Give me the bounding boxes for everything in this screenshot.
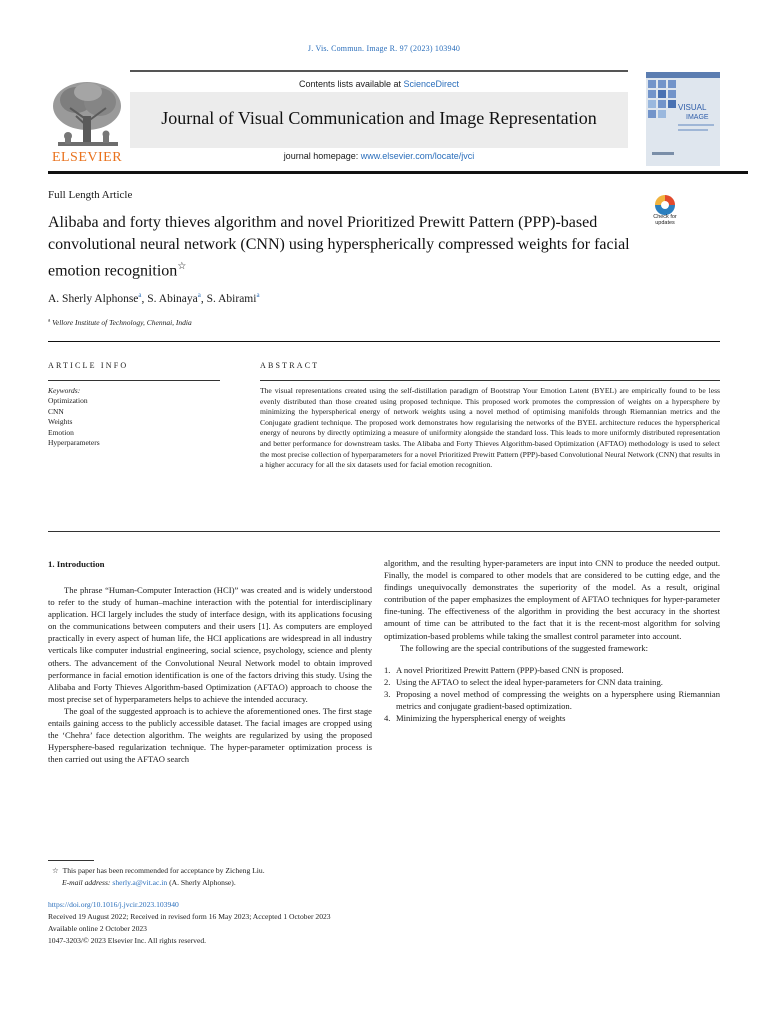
contribution-item bbox=[384, 676, 720, 688]
journal-title[interactable]: Journal of Visual Communication and Image Representation bbox=[161, 108, 597, 128]
list-text: Proposing a novel method of compressing the weights on a hypersphere using Riemannian metrics and conjugate gradient-based optimization. bbox=[396, 688, 720, 712]
keywords-label: Keywords: bbox=[48, 386, 81, 395]
journal-cover-thumbnail[interactable] bbox=[646, 72, 720, 166]
list-number: 1. bbox=[384, 664, 391, 675]
journal-homepage-link[interactable]: www.elsevier.com/locate/jvci bbox=[360, 151, 475, 161]
article-title bbox=[48, 212, 638, 282]
body-left-column bbox=[48, 584, 372, 765]
list-text: A novel Prioritized Prewitt Pattern (PPP)-based CNN is proposed. bbox=[396, 664, 624, 675]
elsevier-wordmark: ELSEVIER bbox=[51, 150, 123, 165]
svg-text:IMAGE: IMAGE bbox=[686, 114, 709, 121]
author-name[interactable]: S. Abirami bbox=[206, 292, 257, 305]
footnote-email bbox=[62, 878, 236, 889]
abstract-text: The visual representations created using the self-distillation paradigm of Bootstrap Your Emotion Latent (BYEL) are empirically found to be less evenly distributed than those created using proposed technique. This proposed work promotes the compression of weights on a hypersphere by minimizing the hyperspherical energy of network weights using a novel method of optimising manifolds through Riemannian metrics and the Conjugate gradient technique. The proposed work demonstrates how regularising the networks of the BYEL architecture reduces the hyperspherical energy of neurons by directly optimizing a measure of uniformity alongside the standard loss. This leads to more uniformly distributed representation and better performance for downstream tasks. The Alibaba and Forty Thieves Algorithm-based Optimization (AFTAO) methodology is used to select the most precise collection of hyperparameters for a novel Prioritized Prewitt Pattern (PPP)-based Convolutional Neural Network (CNN) that results in a higher accuracy for all the six datasets used for facial emotion recognition. bbox=[260, 386, 720, 470]
footnote-mark: ☆ bbox=[52, 866, 59, 875]
author-affiliation-mark[interactable]: a bbox=[138, 291, 142, 299]
body-right-column bbox=[384, 557, 720, 724]
cover-title-text: VISUAL bbox=[678, 103, 707, 112]
body-paragraph: The goal of the suggested approach is to achieve the aforementioned ones. The first stage entails gaining access to the publicly accessible dataset. The facial images are cropped using the ‘Chehra’ face detection algorithm. The weights are regularized by using the proposed Hypersphere-based regularization technique. The hyper-parameter optimization process is then carried out using the AFTAO search bbox=[48, 705, 372, 765]
abstract-rule bbox=[260, 380, 720, 381]
received-dates: Received 19 August 2022; Received in revised form 16 May 2023; Accepted 1 October 2023 bbox=[48, 912, 331, 921]
author-affiliation-mark[interactable]: a bbox=[256, 291, 260, 299]
list-number: 3. bbox=[384, 688, 391, 699]
contribution-item bbox=[384, 664, 720, 676]
author-name[interactable]: A. Sherly Alphonse bbox=[48, 292, 139, 305]
list-number: 4. bbox=[384, 713, 391, 724]
affiliation-mark: a bbox=[48, 318, 51, 324]
doi-link[interactable]: https://doi.org/10.1016/j.jvcir.2023.103940 bbox=[48, 900, 179, 909]
contributions-list bbox=[384, 664, 720, 724]
sciencedirect-link[interactable]: ScienceDirect bbox=[403, 79, 460, 89]
keyword-item: Weights bbox=[48, 417, 73, 427]
email-label: E-mail address: bbox=[62, 878, 111, 887]
keyword-item: Optimization bbox=[48, 396, 88, 405]
abstract-heading: ABSTRACT bbox=[260, 361, 320, 370]
copyright-line: 1047-3203/© 2023 Elsevier Inc. All rights reserved. bbox=[48, 936, 207, 945]
article-info-rule bbox=[48, 380, 220, 381]
email-owner: (A. Sherly Alphonse). bbox=[169, 878, 236, 887]
footnote-recommendation bbox=[52, 866, 265, 877]
section-heading-introduction: 1. Introduction bbox=[48, 559, 105, 569]
section-divider bbox=[48, 341, 720, 342]
author-list: A. Sherly Alphonse$^a$, S. Abinaya$^a$, S. Abirami$^a$ bbox=[48, 291, 260, 305]
article-info-heading: ARTICLE INFO bbox=[48, 361, 129, 370]
header-bottom-rule bbox=[48, 171, 748, 174]
section-divider bbox=[48, 531, 720, 532]
homepage-prefix: journal homepage: bbox=[283, 151, 361, 161]
affiliation-text: Vellore Institute of Technology, Chennai, India bbox=[52, 318, 192, 327]
affiliation bbox=[48, 318, 192, 327]
available-online: Available online 2 October 2023 bbox=[48, 924, 147, 933]
body-paragraph: algorithm, and the resulting hyper-parameters are input into CNN to produce the needed output. Finally, the model is compared to other models that are considered to be cutting edge, and the findings unequivocally demonstrates the superiority of the model. As a result, original contribution of the paper emphasizes the employment of AFTAO techniques for hyper-parameter fine-tuning. The effectiveness of the algorithm in providing the best accuracy in the shortest amount of time can be attributed to the fact that it is the recent-most algorithm for solving optimization-based problems while taking the smallest control parameter into account. bbox=[384, 558, 720, 641]
check-for-updates-icon[interactable] bbox=[648, 193, 682, 233]
footnote-rule bbox=[48, 860, 94, 861]
contribution-item bbox=[384, 688, 720, 712]
article-title-text: Alibaba and forty thieves algorithm and novel Prioritized Prewitt Pattern (PPP)-based convolutional neural network (CNN) using hyperspherically compressed weights for facial emotion recognition bbox=[48, 214, 630, 280]
header-top-rule bbox=[130, 70, 628, 72]
keywords-list bbox=[48, 396, 100, 449]
keyword-item: Emotion bbox=[48, 427, 74, 437]
article-type: Full Length Article bbox=[48, 189, 133, 201]
title-footnote-mark[interactable]: ☆ bbox=[177, 261, 187, 272]
list-text: Using the AFTAO to select the ideal hyper-parameters for CNN data training. bbox=[396, 676, 663, 687]
check-for-updates-label[interactable]: Check for updates bbox=[653, 214, 677, 226]
email-link[interactable]: sherly.a@vit.ac.in bbox=[112, 878, 168, 887]
author-affiliation-mark[interactable]: a bbox=[197, 291, 201, 299]
contents-line bbox=[130, 79, 628, 89]
list-number: 2. bbox=[384, 676, 391, 687]
list-text: Minimizing the hyperspherical energy of weights bbox=[396, 713, 566, 724]
author-name[interactable]: S. Abinaya bbox=[147, 292, 198, 305]
paragraph-text: The phrase “Human-Computer Interaction (HCI)” was created and is widely understood to refer to the study of human–machine interaction with the potential for interdisciplinary application. HCI largely includes the study of interface design, with its applications focusing on the communications between computers and their users [1]. As computers are employed practically in every aspect of human life, the HCI applications are widespread in all industry verticals like computer industrial engineering, social science, psychology, science and plenty others. The advancement of the Convolutional Neural Network model to obtain improved performance in facial emotion identification is one of the factors driving this study. Using the Alibaba and Forty Thieves Algorithm-based Optimization (AFTAO) approach to choose the most precise set of hyperparameters helps to achieve the intended accuracy. bbox=[48, 585, 372, 704]
footnote-text: This paper has been recommended for acceptance by Zicheng Liu. bbox=[62, 866, 265, 875]
contents-prefix: Contents lists available at bbox=[298, 79, 404, 89]
contribution-item bbox=[384, 712, 720, 724]
journal-citation[interactable]: J. Vis. Commun. Image R. 97 (2023) 103940 bbox=[307, 44, 461, 53]
keyword-item: CNN bbox=[48, 406, 64, 416]
homepage-line bbox=[130, 151, 628, 161]
keyword-item: Hyperparameters bbox=[48, 438, 100, 448]
body-paragraph bbox=[48, 584, 372, 705]
body-paragraph: The following are the special contributions of the suggested framework: bbox=[400, 642, 648, 653]
